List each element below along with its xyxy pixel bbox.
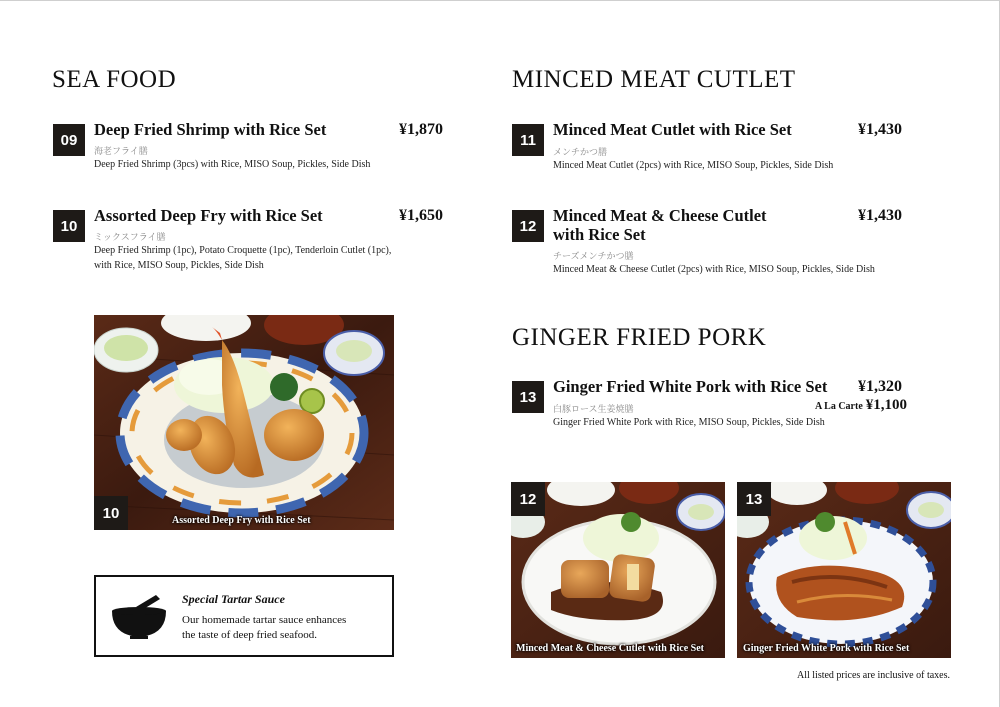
item-number-badge: 12	[512, 210, 544, 242]
tartar-description: Our homemade tartar sauce enhances the taste of deep fried seafood.	[182, 614, 347, 641]
item-japanese-name: 海老フライ膳	[94, 147, 148, 157]
food-photo-ginger-pork	[737, 482, 951, 658]
food-photo-assorted-deep-fry	[94, 315, 394, 530]
photo-number-badge: 13	[737, 482, 771, 516]
item-japanese-name: 白豚ロース生姜焼膳	[553, 405, 634, 415]
menu-item-13	[512, 377, 912, 431]
item-japanese-name: ミックスフライ膳	[94, 233, 166, 243]
item-number-badge: 11	[512, 124, 544, 156]
item-price: ¥1,430	[858, 121, 902, 138]
food-photo-minced-cheese-cutlet	[511, 482, 725, 658]
item-name: Deep Fried Shrimp with Rice Set	[94, 120, 327, 139]
item-number-badge: 13	[512, 381, 544, 413]
item-name: Ginger Fried White Pork with Rice Set	[553, 377, 828, 396]
item-description: Minced Meat Cutlet (2pcs) with Rice, MISO Soup, Pickles, Side Dish	[553, 160, 834, 171]
item-description: Deep Fried Shrimp (3pcs) with Rice, MISO Soup, Pickles, Side Dish	[94, 159, 371, 170]
item-description: Deep Fried Shrimp (1pc), Potato Croquette (1pc), Tenderloin Cutlet (1pc), with Rice, MISO Soup, Pickles, Side Dish	[94, 245, 392, 271]
photo-caption: Ginger Fried White Pork with Rice Set	[743, 643, 910, 654]
item-number-badge: 10	[53, 210, 85, 242]
menu-item-10	[53, 206, 453, 275]
photo-caption: Minced Meat & Cheese Cutlet with Rice Set	[516, 643, 705, 654]
item-name: Assorted Deep Fry with Rice Set	[94, 206, 323, 225]
item-price: ¥1,430	[858, 207, 902, 224]
alacarte-value: ¥1,100	[865, 397, 908, 413]
photo-number-badge: 12	[511, 482, 545, 516]
tax-footnote: All listed prices are inclusive of taxes.	[796, 670, 950, 681]
menu-item-12	[512, 206, 912, 280]
item-number-badge: 09	[53, 124, 85, 156]
item-description: Minced Meat & Cheese Cutlet (2pcs) with Rice, MISO Soup, Pickles, Side Dish	[553, 264, 875, 275]
menu-item-09	[53, 120, 453, 174]
item-description: Ginger Fried White Pork with Rice, MISO Soup, Pickles, Side Dish	[553, 417, 825, 428]
item-price: ¥1,870	[399, 121, 443, 138]
alacarte-price	[815, 396, 907, 414]
item-japanese-name: メンチかつ膳	[553, 148, 608, 158]
section-title-ginger-pork: GINGER FRIED PORK	[512, 324, 767, 351]
item-name: Minced Meat & Cheese Cutlet with Rice Set	[553, 206, 767, 244]
food-photo-illustration	[94, 315, 394, 530]
tartar-title: Special Tartar Sauce	[182, 592, 285, 606]
item-name: Minced Meat Cutlet with Rice Set	[553, 120, 792, 139]
section-title-seafood: SEA FOOD	[52, 66, 177, 93]
photo-number-badge: 10	[94, 496, 128, 530]
menu-item-11	[512, 120, 912, 174]
special-tartar-sauce-box	[94, 575, 394, 657]
item-price: ¥1,650	[399, 207, 443, 224]
item-japanese-name: チーズメンチかつ膳	[553, 252, 634, 262]
mortar-bowl-icon	[110, 595, 168, 639]
photo-caption: Assorted Deep Fry with Rice Set	[172, 515, 311, 526]
page-border-top	[0, 0, 1000, 1]
alacarte-label: A La Carte	[815, 401, 863, 412]
section-title-minced-meat: MINCED MEAT CUTLET	[512, 66, 796, 93]
item-price: ¥1,320	[858, 378, 902, 395]
